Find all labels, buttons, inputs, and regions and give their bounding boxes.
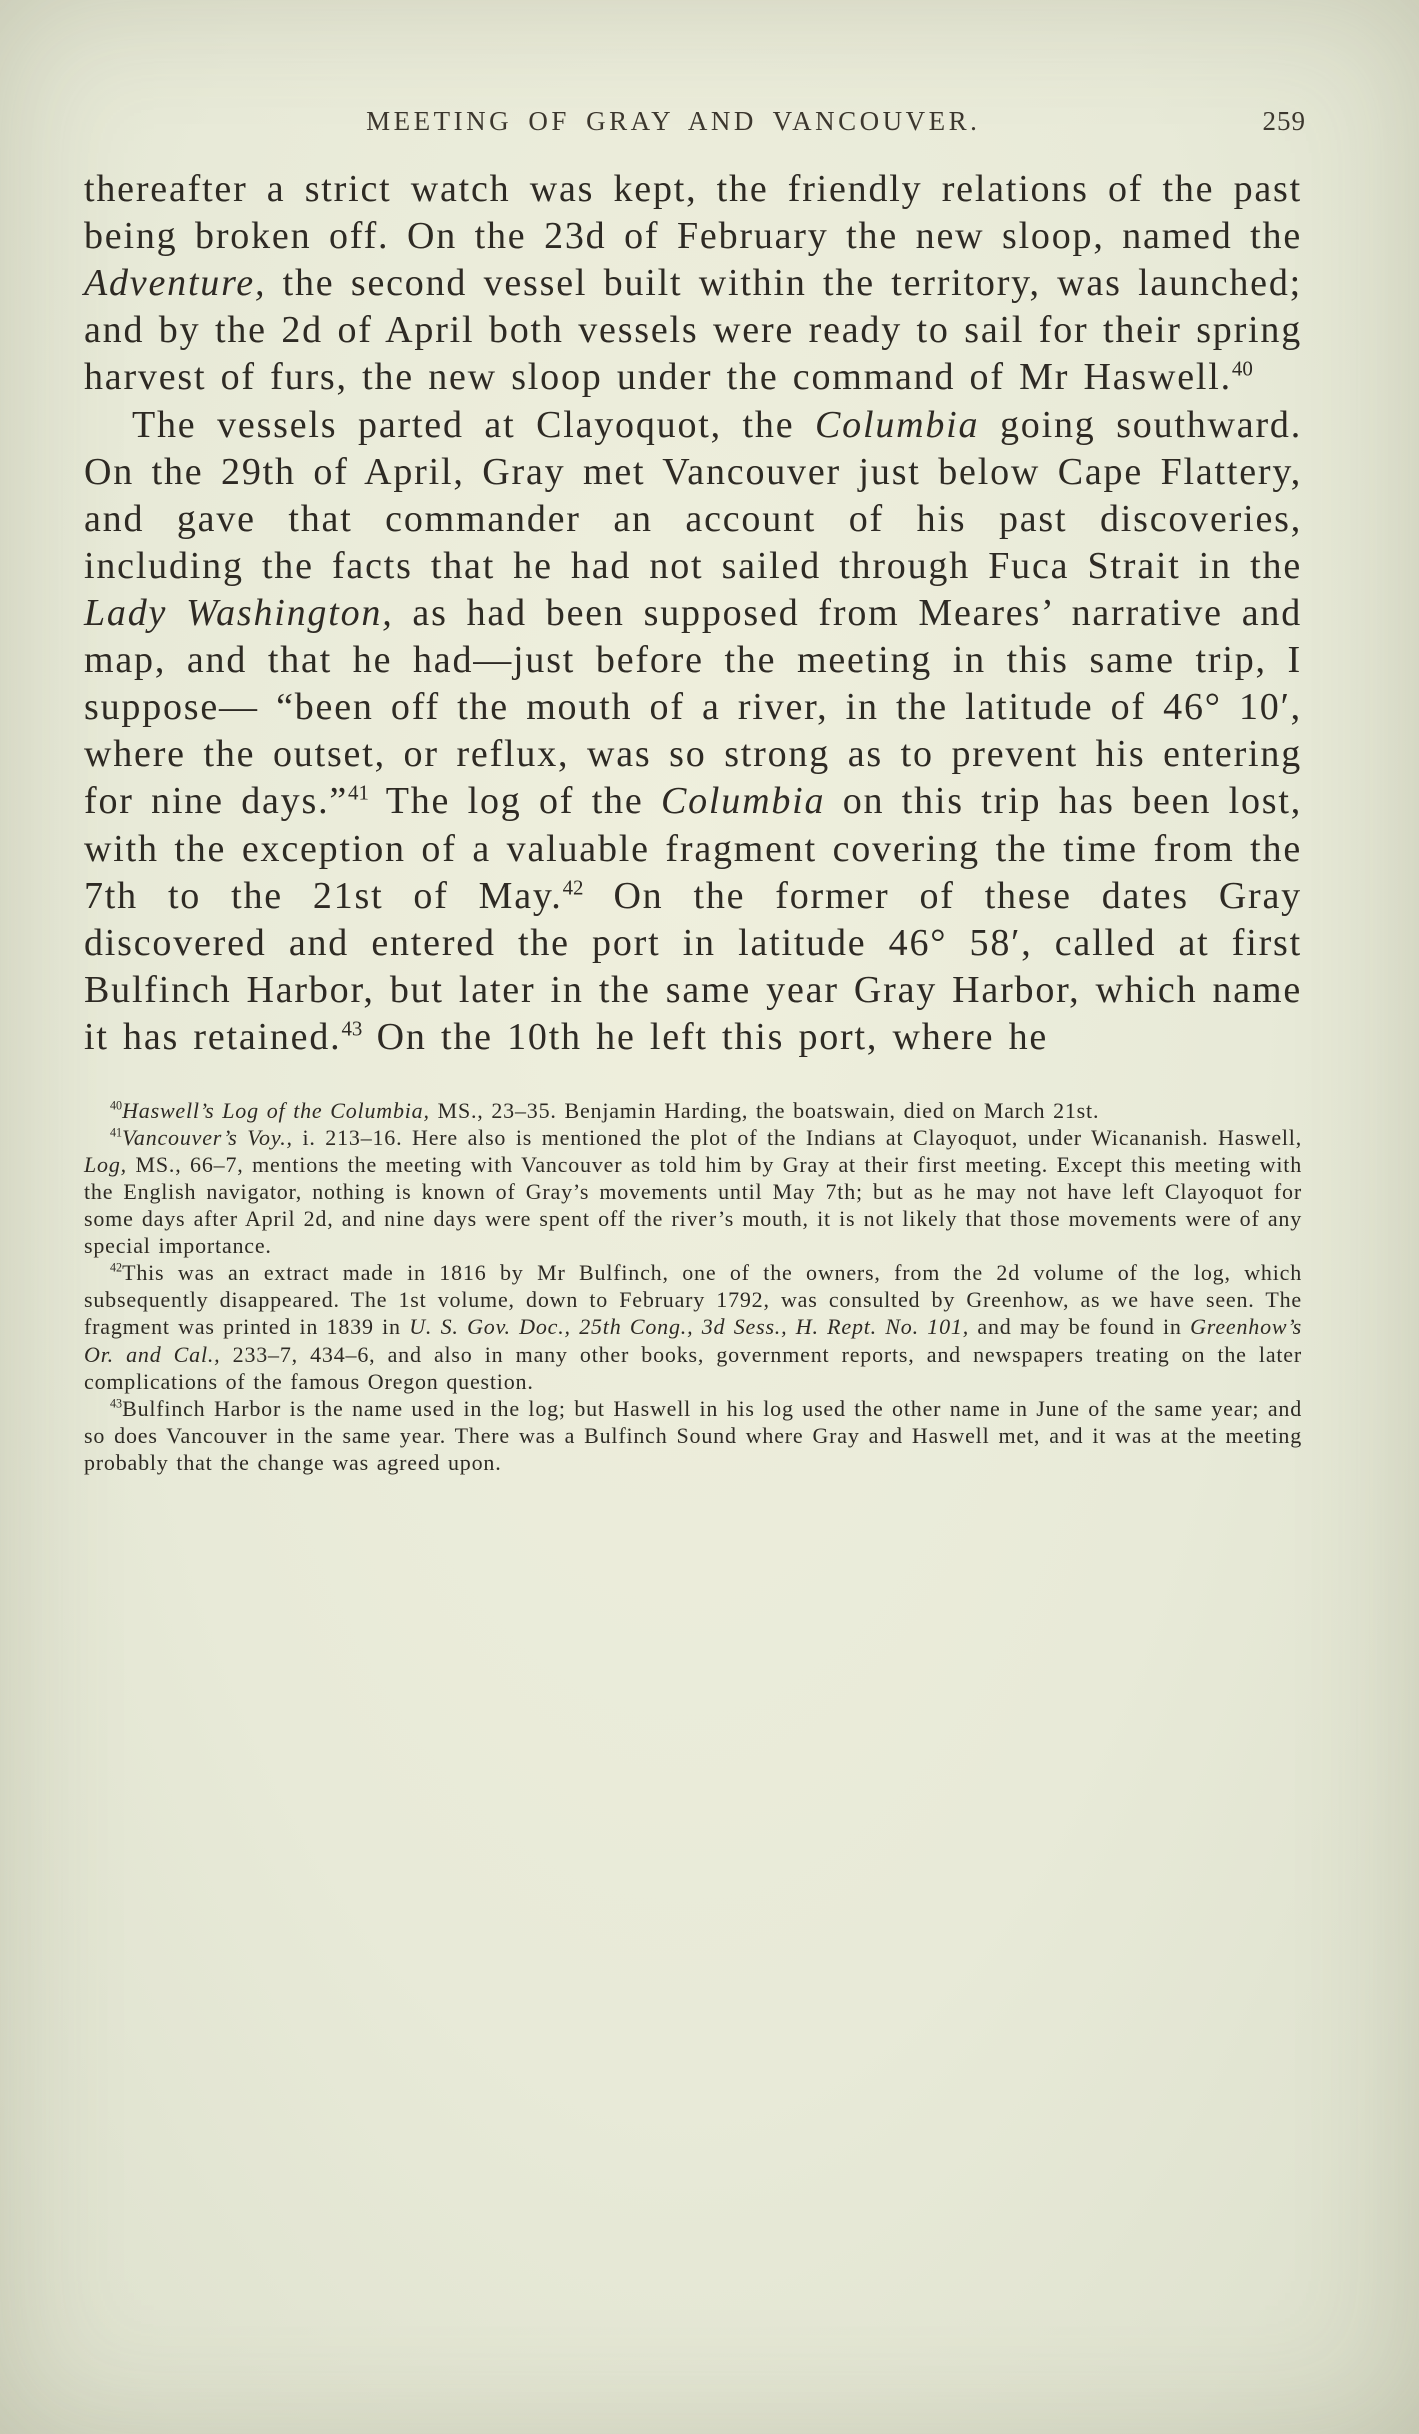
footnote-marker: 41 <box>348 780 369 805</box>
text-run: thereafter a strict watch was kept, the friendly relations of the past being broken off. On the 23d of February the new sloop, named the <box>84 168 1302 258</box>
italic-run: Columbia <box>660 780 826 823</box>
italic-run: Columbia <box>815 403 980 446</box>
text-run: as had been supposed from Meares’ narrative and map, and that he had—just before the meeting in this same trip, I suppose— “been off the mouth of a river, in the latitude of 46° 10′, where the outset, or reflux, was so strong as to prevent his entering for nine days.” <box>84 591 1302 823</box>
footnote-marker: 43 <box>341 1016 363 1041</box>
text-run: MS., 66–7, mentions the meeting with Vancouver as told him by Gray at their first meeting. Except this meeting with the English navigator, nothing is known of Gray’s movements until May 7th; but as he may not have left Clayoquot for some days after April 2d, and nine days were spent off the river’s mouth, it is not likely that those movements were of any special importance. <box>84 1152 1302 1259</box>
text-run: 233–7, 434–6, and also in many other books, government reports, and newspapers treating on the later complications of the famous Oregon question. <box>84 1341 1302 1394</box>
body-paragraph <box>84 166 1302 402</box>
footnote <box>84 1124 1302 1259</box>
footnotes <box>84 1097 1302 1476</box>
footnote <box>84 1259 1302 1394</box>
text-run: On the 10th he left this port, where he <box>362 1015 1049 1058</box>
footnote-marker: 42 <box>562 874 584 899</box>
page-header <box>84 106 1306 137</box>
body-paragraph <box>84 402 1302 1062</box>
running-title: MEETING OF GRAY AND VANCOUVER. <box>366 106 981 136</box>
text-run: On the former of these dates Gray discovered and entered the port in latitude 46° 58′, called at first Bulfinch Harbor, but later in the same year Gray Harbor, which name it has retained. <box>84 874 1302 1058</box>
text-run: Bulfinch Harbor is the name used in the log; but Haswell in his log used the other name in June of the same year; and so does Vancouver in the same year. There was a Bulfinch Sound where Gray and Haswell met, and it was at the meeting probably that the change was agreed upon. <box>84 1395 1302 1475</box>
footnote-marker: 43 <box>110 1396 123 1411</box>
text-run: on this trip has been lost, with the exception of a valuable fragment covering the time from the 7th to the 21st of May. <box>84 780 1302 917</box>
page-number: 259 <box>1262 106 1306 136</box>
italic-run: U. S. Gov. Doc., 25th Cong., 3d Sess., H. Rept. No. 101, <box>409 1314 969 1340</box>
italic-run: Greenhow’s Or. and Cal., <box>84 1314 1302 1367</box>
footnote-marker: 40 <box>1231 356 1253 381</box>
text-run: The log of the <box>368 780 661 823</box>
body-text <box>84 166 1302 1061</box>
footnote <box>84 1097 1302 1124</box>
text-run: i. 213–16. Here also is mentioned the plot of the Indians at Clayoquot, under Wicananish. Haswell, <box>292 1125 1303 1151</box>
text-run: and may be found in <box>969 1314 1191 1340</box>
text-run: going southward. On the 29th of April, Gray met Vancouver just below Cape Flattery, and gave that commander an account of his past discoveries, including the facts that he had not sailed through Fuca Strait in the <box>84 403 1303 587</box>
italic-run: Haswell’s Log of the Columbia, <box>122 1098 430 1124</box>
footnote <box>84 1395 1302 1476</box>
text-run: This was an extract made in 1816 by Mr Bulfinch, one of the owners, from the 2d volume of the log, which subsequently disappeared. The 1st volume, down to February 1792, was consulted by Greenhow, as we have seen. The fragment was printed in 1839 in <box>84 1260 1302 1340</box>
text-block <box>84 166 1302 1476</box>
italic-run: Lady Washington, <box>84 591 394 634</box>
italic-run: Log, <box>84 1152 127 1178</box>
italic-run: Vancouver’s Voy., <box>122 1125 293 1151</box>
text-run: MS., 23–35. Benjamin Harding, the boatswain, died on March 21st. <box>429 1098 1100 1124</box>
footnote-marker: 41 <box>110 1125 123 1140</box>
italic-run: Adventure, <box>84 262 267 305</box>
footnote-marker: 40 <box>110 1098 123 1113</box>
text-run: the second vessel built within the territory, was launched; and by the 2d of April both vessels were ready to sail for their spring harvest of furs, the new sloop under the command of Mr Haswell. <box>84 262 1302 399</box>
footnote-marker: 42 <box>110 1261 123 1276</box>
text-run: The vessels parted at Clayoquot, the <box>132 403 816 446</box>
